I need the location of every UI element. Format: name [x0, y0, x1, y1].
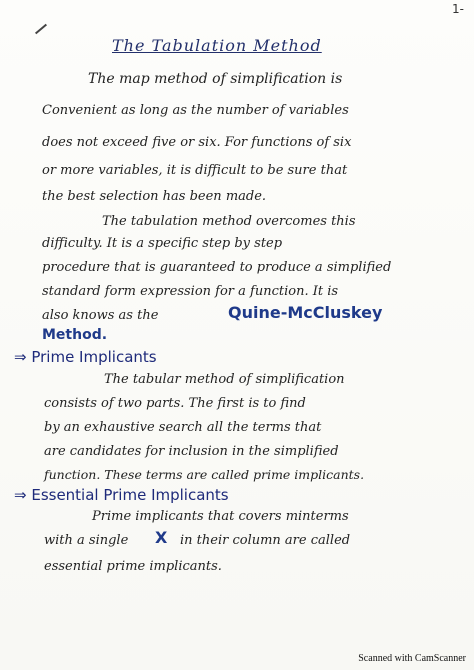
page-title: The Tabulation Method: [112, 36, 322, 55]
quine-mccluskey-term: Quine-McCluskey: [228, 303, 383, 322]
p4-line-3: essential prime implicants.: [44, 559, 222, 574]
heading-prime-implicants: ⇒ Prime Implicants: [14, 348, 157, 366]
p2-line-3: procedure that is guaranteed to produce a simplified: [42, 260, 392, 275]
x-mark: X: [155, 528, 168, 547]
p3-line-5: function. These terms are called prime implicants.: [44, 467, 365, 482]
p1-line-4: or more variables, it is difficult to be sure that: [42, 163, 348, 178]
p4-line-2a: with a single: [44, 533, 129, 548]
p4-line-2b: in their column are called: [180, 533, 351, 548]
p2-line-5: also knows as the: [42, 308, 159, 323]
heading-essential-prime-implicants: ⇒ Essential Prime Implicants: [14, 486, 229, 504]
method-word: Method.: [42, 327, 108, 343]
p2-line-1: The tabulation method overcomes this: [102, 214, 356, 229]
scanner-watermark: Scanned with CamScanner: [358, 653, 466, 664]
p2-line-4: standard form expression for a function. It is: [42, 284, 339, 299]
p1-line-3: does not exceed five or six. For functions of six: [42, 135, 352, 150]
p4-line-1: Prime implicants that covers minterms: [92, 509, 349, 524]
p3-line-1: The tabular method of simplification: [104, 372, 345, 387]
p1-line-5: the best selection has been made.: [42, 189, 267, 204]
pen-tick-mark: [35, 24, 47, 35]
p3-line-4: are candidates for inclusion in the simplified: [44, 444, 339, 459]
page-number-mark: 1-: [452, 2, 464, 16]
p2-line-2: difficulty. It is a specific step by step: [42, 236, 283, 251]
p3-line-2: consists of two parts. The first is to find: [44, 396, 306, 411]
p1-line-2: Convenient as long as the number of variables: [42, 103, 349, 118]
p1-line-1: The map method of simplification is: [88, 71, 343, 87]
p3-line-3: by an exhaustive search all the terms that: [44, 420, 322, 435]
